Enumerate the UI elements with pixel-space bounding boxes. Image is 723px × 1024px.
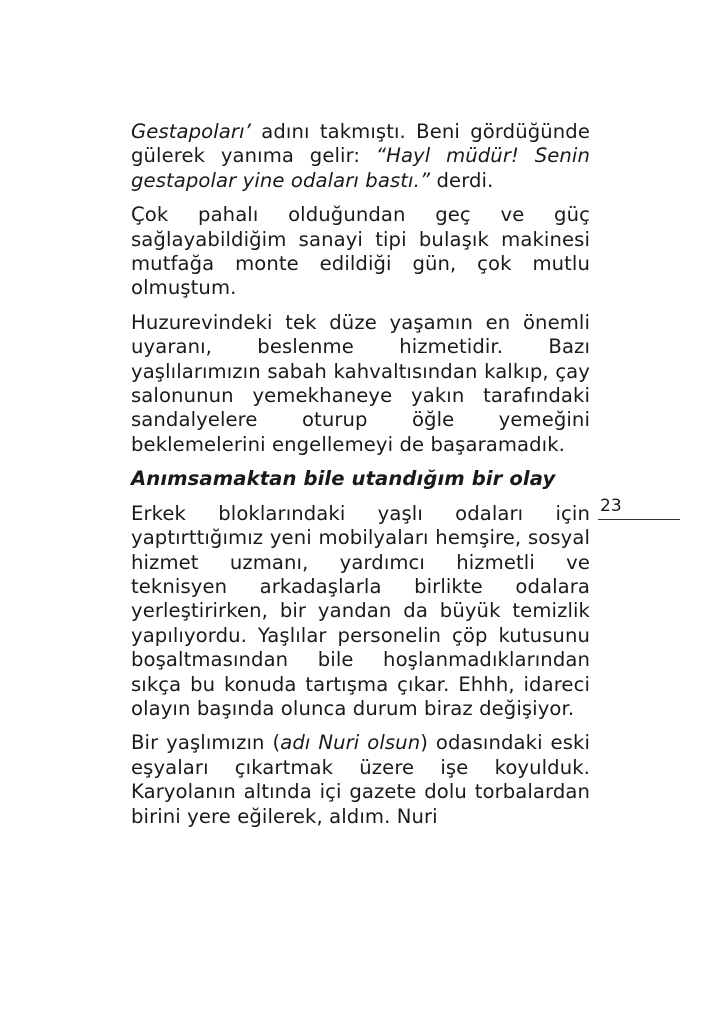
page-number-folio: [598, 496, 680, 521]
text-segment: Erkek bloklarındaki yaşlı odaları için yaptırttığımız yeni mobilyaları hemşire, sosyal hizmet uzmanı, yardımcı hizmetli ve teknisyen arkadaşlarla birlikte odalara yerleştirirken, bir yandan da büyük temizlik yapılıyordu. Yaşlılar personelin çöp kutusunu boşaltmasından bile hoşlanmadıklarından sıkça bu konuda tartışma çıkar. Ehhh, idareci olayın başında olunca durum biraz değişiyor.: [131, 501, 590, 720]
text-segment: ) odasındaki eski eşyaları çıkartmak üzere işe koyulduk. Karyolanın altında içi gazete dolu torbalardan birini yere eğilerek, aldım. Nuri: [131, 731, 591, 828]
text-segment: adını takmıştı. Beni gördüğünde gülerek yanıma gelir:: [131, 120, 590, 168]
paragraph-nuri: [131, 731, 590, 829]
body-text: [131, 120, 590, 839]
text-segment: derdi.: [430, 168, 494, 192]
text-segment: Huzurevindeki tek düze yaşamın en önemli uyaranı, beslenme hizmetidir. Bazı yaşlılarımızın sabah kahvaltısından kalkıp, çay salonunun yemekhaneye yakın tarafındaki sandalyelere oturup öğle yemeğini beklemelerini engellemeyi de başaramadık.: [131, 310, 590, 456]
paragraph-nutrition: [131, 311, 590, 457]
name-aside-segment: adı Nuri olsun: [280, 731, 421, 755]
paragraph-dishwasher: [131, 203, 590, 301]
text-segment: Bir yaşlımızın (: [131, 731, 281, 755]
text-segment: Gestapoları’: [131, 120, 251, 143]
paragraph-gestapo: [131, 120, 590, 193]
folio-rule-divider: [598, 519, 680, 520]
text-segment: Çok pahalı olduğundan geç ve güç sağlayabildiğim sanayi tipi bulaşık makinesi mutfağa monte edildiği gün, çok mutlu olmuştum.: [131, 203, 590, 300]
page-number: 23: [600, 496, 622, 516]
section-heading: Anımsamaktan bile utandığım bir olay: [131, 467, 556, 491]
paragraph-furniture: [131, 502, 590, 722]
quote-segment: “Hayl müdür! Senin gestapolar yine odaları bastı.”: [131, 144, 590, 192]
